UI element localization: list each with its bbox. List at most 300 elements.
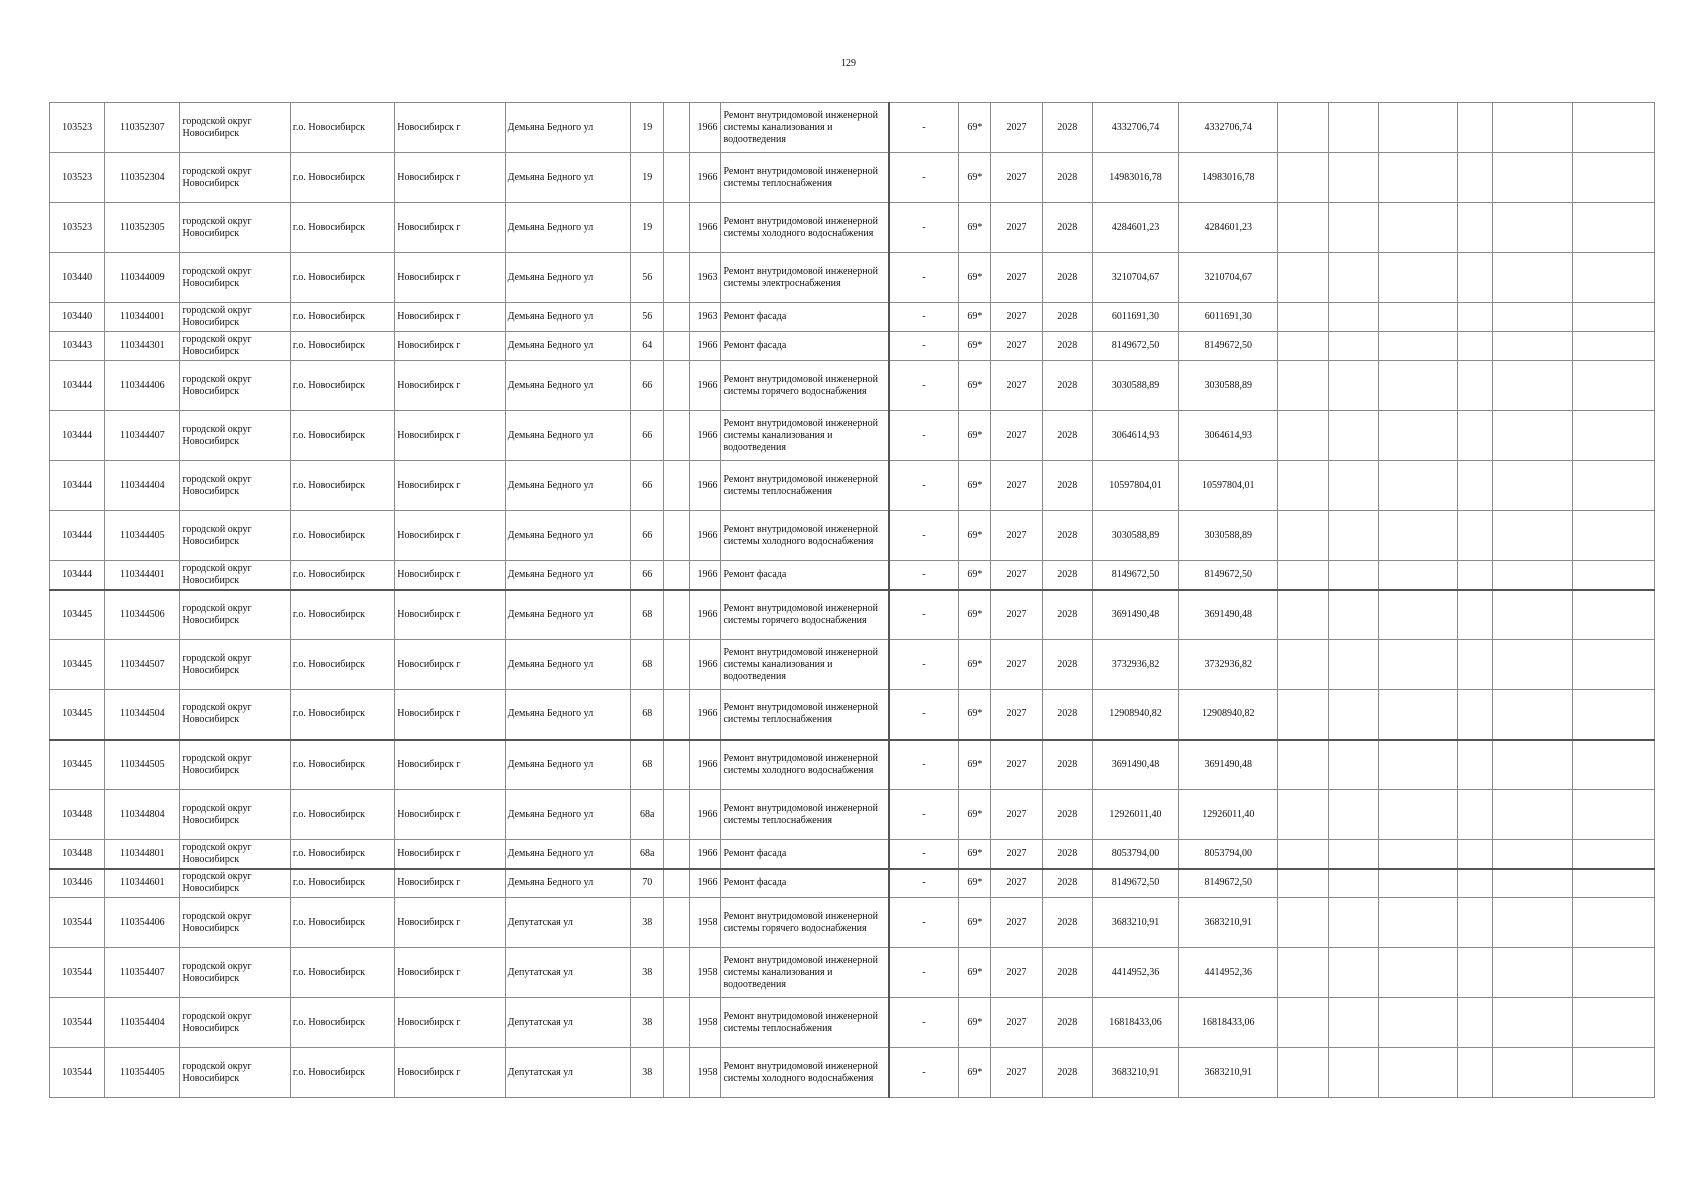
cell-empty (1572, 590, 1654, 640)
cell-empty (1378, 740, 1457, 790)
cell-empty (1493, 898, 1572, 948)
cell-street: Демьяна Бедного ул (505, 411, 630, 461)
cell-total: 12908940,82 (1179, 690, 1278, 740)
cell-municipality: городской округ Новосибирск (180, 153, 290, 203)
cell-city: Новосибирск г (395, 461, 505, 511)
cell-empty (1493, 640, 1572, 690)
cell-city: Новосибирск г (395, 898, 505, 948)
cell-empty (1572, 253, 1654, 303)
cell-start-year: 2027 (991, 511, 1042, 561)
cell-empty (1278, 690, 1328, 740)
cell-extra (664, 153, 690, 203)
cell-municipality: городской округ Новосибирск (180, 411, 290, 461)
cell-empty (1328, 361, 1378, 411)
cell-empty (1378, 690, 1457, 740)
cell-house: 19 (631, 103, 664, 153)
cell-work-code: 110344804 (105, 790, 180, 840)
cell-work-type: Ремонт внутридомовой инженерной системы холодного водоснабжения (721, 1048, 889, 1098)
cell-object-id: 103445 (50, 740, 105, 790)
cell-share: 69* (959, 332, 991, 361)
cell-dash: - (889, 411, 959, 461)
cell-cost: 3683210,91 (1092, 1048, 1178, 1098)
cell-year: 1966 (690, 332, 721, 361)
cell-empty (1328, 740, 1378, 790)
cell-work-code: 110344405 (105, 511, 180, 561)
table-row (50, 590, 1655, 640)
cell-settlement: г.о. Новосибирск (290, 361, 394, 411)
cell-empty (1378, 461, 1457, 511)
cell-extra (664, 361, 690, 411)
table-row (50, 740, 1655, 790)
cell-work-code: 110344507 (105, 640, 180, 690)
cell-share: 69* (959, 898, 991, 948)
cell-empty (1328, 1048, 1378, 1098)
cell-share: 69* (959, 253, 991, 303)
cell-dash: - (889, 948, 959, 998)
cell-work-code: 110344001 (105, 303, 180, 332)
cell-empty (1328, 561, 1378, 590)
cell-extra (664, 561, 690, 590)
cell-empty (1458, 740, 1493, 790)
cell-street: Демьяна Бедного ул (505, 303, 630, 332)
cell-object-id: 103523 (50, 103, 105, 153)
cell-work-type: Ремонт внутридомовой инженерной системы холодного водоснабжения (721, 740, 889, 790)
cell-total: 14983016,78 (1179, 153, 1278, 203)
cell-empty (1328, 103, 1378, 153)
table-row (50, 361, 1655, 411)
cell-settlement: г.о. Новосибирск (290, 411, 394, 461)
cell-share: 69* (959, 840, 991, 869)
cell-work-code: 110344801 (105, 840, 180, 869)
cell-share: 69* (959, 303, 991, 332)
cell-end-year: 2028 (1042, 869, 1092, 898)
cell-empty (1572, 690, 1654, 740)
cell-object-id: 103440 (50, 253, 105, 303)
cell-share: 69* (959, 561, 991, 590)
cell-start-year: 2027 (991, 898, 1042, 948)
cell-extra (664, 303, 690, 332)
cell-dash: - (889, 303, 959, 332)
cell-dash: - (889, 640, 959, 690)
cell-object-id: 103448 (50, 790, 105, 840)
cell-house: 68а (631, 840, 664, 869)
cell-work-code: 110344506 (105, 590, 180, 640)
cell-empty (1458, 332, 1493, 361)
table-row (50, 690, 1655, 740)
cell-city: Новосибирск г (395, 253, 505, 303)
cell-object-id: 103544 (50, 1048, 105, 1098)
cell-street: Демьяна Бедного ул (505, 561, 630, 590)
cell-empty (1458, 998, 1493, 1048)
cell-work-type: Ремонт внутридомовой инженерной системы теплоснабжения (721, 998, 889, 1048)
cell-cost: 3683210,91 (1092, 898, 1178, 948)
cell-street: Депутатская ул (505, 998, 630, 1048)
cell-municipality: городской округ Новосибирск (180, 332, 290, 361)
cell-house: 66 (631, 561, 664, 590)
cell-dash: - (889, 740, 959, 790)
cell-extra (664, 840, 690, 869)
cell-empty (1458, 898, 1493, 948)
cell-start-year: 2027 (991, 1048, 1042, 1098)
cell-year: 1966 (690, 203, 721, 253)
cell-end-year: 2028 (1042, 511, 1092, 561)
cell-work-code: 110344301 (105, 332, 180, 361)
cell-empty (1458, 869, 1493, 898)
cell-object-id: 103444 (50, 361, 105, 411)
cell-work-code: 110352304 (105, 153, 180, 203)
cell-settlement: г.о. Новосибирск (290, 1048, 394, 1098)
cell-share: 69* (959, 790, 991, 840)
cell-total: 3732936,82 (1179, 640, 1278, 690)
cell-empty (1493, 998, 1572, 1048)
cell-work-type: Ремонт фасада (721, 840, 889, 869)
cell-empty (1458, 1048, 1493, 1098)
cell-total: 4414952,36 (1179, 948, 1278, 998)
cell-empty (1278, 253, 1328, 303)
cell-empty (1458, 303, 1493, 332)
cell-share: 69* (959, 103, 991, 153)
cell-cost: 4284601,23 (1092, 203, 1178, 253)
cell-end-year: 2028 (1042, 253, 1092, 303)
cell-empty (1378, 303, 1457, 332)
cell-empty (1572, 1048, 1654, 1098)
cell-settlement: г.о. Новосибирск (290, 690, 394, 740)
cell-house: 68 (631, 590, 664, 640)
cell-settlement: г.о. Новосибирск (290, 332, 394, 361)
cell-house: 56 (631, 253, 664, 303)
cell-empty (1458, 203, 1493, 253)
cell-empty (1378, 998, 1457, 1048)
cell-empty (1458, 561, 1493, 590)
cell-house: 68 (631, 690, 664, 740)
cell-empty (1328, 869, 1378, 898)
cell-empty (1458, 253, 1493, 303)
cell-share: 69* (959, 203, 991, 253)
cell-work-type: Ремонт внутридомовой инженерной системы теплоснабжения (721, 461, 889, 511)
table-row (50, 898, 1655, 948)
cell-empty (1458, 790, 1493, 840)
cell-settlement: г.о. Новосибирск (290, 461, 394, 511)
cell-municipality: городской округ Новосибирск (180, 1048, 290, 1098)
cell-house: 68 (631, 640, 664, 690)
table-row (50, 203, 1655, 253)
cell-city: Новосибирск г (395, 361, 505, 411)
cell-settlement: г.о. Новосибирск (290, 203, 394, 253)
cell-cost: 14983016,78 (1092, 153, 1178, 203)
cell-settlement: г.о. Новосибирск (290, 948, 394, 998)
cell-street: Демьяна Бедного ул (505, 640, 630, 690)
cell-empty (1378, 840, 1457, 869)
cell-empty (1493, 740, 1572, 790)
cell-share: 69* (959, 411, 991, 461)
cell-dash: - (889, 561, 959, 590)
cell-cost: 3691490,48 (1092, 590, 1178, 640)
cell-settlement: г.о. Новосибирск (290, 561, 394, 590)
cell-empty (1572, 203, 1654, 253)
cell-end-year: 2028 (1042, 153, 1092, 203)
cell-empty (1278, 840, 1328, 869)
cell-work-type: Ремонт фасада (721, 561, 889, 590)
cell-dash: - (889, 1048, 959, 1098)
cell-city: Новосибирск г (395, 103, 505, 153)
cell-work-type: Ремонт внутридомовой инженерной системы теплоснабжения (721, 790, 889, 840)
cell-total: 3683210,91 (1179, 898, 1278, 948)
cell-year: 1966 (690, 869, 721, 898)
cell-street: Демьяна Бедного ул (505, 332, 630, 361)
cell-total: 3210704,67 (1179, 253, 1278, 303)
cell-end-year: 2028 (1042, 948, 1092, 998)
cell-work-type: Ремонт внутридомовой инженерной системы горячего водоснабжения (721, 898, 889, 948)
cell-work-type: Ремонт внутридомовой инженерной системы канализования и водоотведения (721, 948, 889, 998)
cell-work-type: Ремонт внутридомовой инженерной системы канализования и водоотведения (721, 411, 889, 461)
cell-dash: - (889, 153, 959, 203)
cell-house: 56 (631, 303, 664, 332)
cell-street: Депутатская ул (505, 948, 630, 998)
cell-empty (1278, 203, 1328, 253)
cell-empty (1493, 411, 1572, 461)
cell-cost: 4332706,74 (1092, 103, 1178, 153)
cell-total: 4332706,74 (1179, 103, 1278, 153)
cell-empty (1278, 948, 1328, 998)
cell-dash: - (889, 103, 959, 153)
cell-empty (1572, 361, 1654, 411)
cell-work-type: Ремонт внутридомовой инженерной системы канализования и водоотведения (721, 103, 889, 153)
cell-street: Демьяна Бедного ул (505, 253, 630, 303)
cell-total: 3691490,48 (1179, 590, 1278, 640)
cell-extra (664, 690, 690, 740)
cell-cost: 3691490,48 (1092, 740, 1178, 790)
cell-empty (1572, 153, 1654, 203)
cell-empty (1378, 361, 1457, 411)
cell-cost: 12908940,82 (1092, 690, 1178, 740)
cell-city: Новосибирск г (395, 411, 505, 461)
cell-street: Демьяна Бедного ул (505, 590, 630, 640)
cell-empty (1278, 511, 1328, 561)
cell-year: 1966 (690, 511, 721, 561)
cell-empty (1493, 869, 1572, 898)
cell-extra (664, 898, 690, 948)
cell-empty (1328, 303, 1378, 332)
cell-work-code: 110344009 (105, 253, 180, 303)
cell-city: Новосибирск г (395, 203, 505, 253)
cell-object-id: 103523 (50, 203, 105, 253)
cell-extra (664, 790, 690, 840)
cell-city: Новосибирск г (395, 948, 505, 998)
cell-empty (1328, 948, 1378, 998)
cell-municipality: городской округ Новосибирск (180, 203, 290, 253)
cell-extra (664, 998, 690, 1048)
cell-object-id: 103444 (50, 511, 105, 561)
cell-empty (1378, 153, 1457, 203)
cell-work-type: Ремонт внутридомовой инженерной системы горячего водоснабжения (721, 361, 889, 411)
cell-cost: 8053794,00 (1092, 840, 1178, 869)
cell-end-year: 2028 (1042, 561, 1092, 590)
cell-municipality: городской округ Новосибирск (180, 461, 290, 511)
cell-year: 1966 (690, 153, 721, 203)
capital-repair-table (49, 102, 1655, 1098)
cell-settlement: г.о. Новосибирск (290, 640, 394, 690)
cell-start-year: 2027 (991, 411, 1042, 461)
table-row (50, 561, 1655, 590)
cell-total: 8149672,50 (1179, 561, 1278, 590)
cell-empty (1378, 590, 1457, 640)
cell-end-year: 2028 (1042, 790, 1092, 840)
cell-object-id: 103443 (50, 332, 105, 361)
cell-municipality: городской округ Новосибирск (180, 303, 290, 332)
cell-municipality: городской округ Новосибирск (180, 253, 290, 303)
cell-empty (1378, 1048, 1457, 1098)
cell-house: 66 (631, 411, 664, 461)
cell-end-year: 2028 (1042, 740, 1092, 790)
cell-empty (1378, 869, 1457, 898)
cell-object-id: 103445 (50, 690, 105, 740)
cell-street: Демьяна Бедного ул (505, 461, 630, 511)
cell-work-type: Ремонт внутридомовой инженерной системы теплоснабжения (721, 153, 889, 203)
cell-municipality: городской округ Новосибирск (180, 740, 290, 790)
cell-empty (1278, 998, 1328, 1048)
cell-empty (1458, 640, 1493, 690)
cell-total: 3691490,48 (1179, 740, 1278, 790)
cell-municipality: городской округ Новосибирск (180, 590, 290, 640)
cell-cost: 12926011,40 (1092, 790, 1178, 840)
cell-empty (1458, 840, 1493, 869)
cell-extra (664, 869, 690, 898)
cell-empty (1328, 411, 1378, 461)
table-row (50, 461, 1655, 511)
cell-work-code: 110354404 (105, 998, 180, 1048)
cell-empty (1458, 153, 1493, 203)
cell-dash: - (889, 253, 959, 303)
cell-end-year: 2028 (1042, 898, 1092, 948)
cell-empty (1378, 411, 1457, 461)
cell-empty (1493, 590, 1572, 640)
cell-empty (1328, 153, 1378, 203)
cell-object-id: 103444 (50, 561, 105, 590)
cell-dash: - (889, 203, 959, 253)
cell-empty (1278, 640, 1328, 690)
cell-city: Новосибирск г (395, 590, 505, 640)
cell-year: 1958 (690, 898, 721, 948)
cell-year: 1966 (690, 590, 721, 640)
cell-empty (1458, 461, 1493, 511)
cell-extra (664, 948, 690, 998)
cell-total: 10597804,01 (1179, 461, 1278, 511)
cell-empty (1493, 690, 1572, 740)
cell-empty (1572, 898, 1654, 948)
cell-work-type: Ремонт внутридомовой инженерной системы холодного водоснабжения (721, 511, 889, 561)
cell-settlement: г.о. Новосибирск (290, 740, 394, 790)
cell-empty (1328, 640, 1378, 690)
cell-object-id: 103444 (50, 411, 105, 461)
cell-total: 8149672,50 (1179, 332, 1278, 361)
cell-work-code: 110344401 (105, 561, 180, 590)
cell-share: 69* (959, 361, 991, 411)
table-row (50, 153, 1655, 203)
cell-extra (664, 1048, 690, 1098)
cell-extra (664, 332, 690, 361)
cell-year: 1966 (690, 561, 721, 590)
cell-empty (1493, 461, 1572, 511)
cell-house: 64 (631, 332, 664, 361)
cell-extra (664, 103, 690, 153)
cell-empty (1278, 103, 1328, 153)
cell-end-year: 2028 (1042, 590, 1092, 640)
cell-empty (1328, 590, 1378, 640)
cell-cost: 3732936,82 (1092, 640, 1178, 690)
cell-share: 69* (959, 690, 991, 740)
cell-cost: 3030588,89 (1092, 361, 1178, 411)
cell-object-id: 103444 (50, 461, 105, 511)
cell-year: 1966 (690, 411, 721, 461)
cell-start-year: 2027 (991, 998, 1042, 1048)
cell-empty (1493, 303, 1572, 332)
cell-house: 38 (631, 1048, 664, 1098)
cell-empty (1378, 948, 1457, 998)
cell-start-year: 2027 (991, 740, 1042, 790)
cell-street: Демьяна Бедного ул (505, 869, 630, 898)
cell-total: 12926011,40 (1179, 790, 1278, 840)
cell-empty (1572, 869, 1654, 898)
cell-work-code: 110344406 (105, 361, 180, 411)
cell-year: 1963 (690, 253, 721, 303)
cell-end-year: 2028 (1042, 303, 1092, 332)
cell-share: 69* (959, 998, 991, 1048)
cell-house: 38 (631, 898, 664, 948)
cell-empty (1458, 411, 1493, 461)
cell-settlement: г.о. Новосибирск (290, 103, 394, 153)
cell-total: 8053794,00 (1179, 840, 1278, 869)
cell-city: Новосибирск г (395, 303, 505, 332)
cell-empty (1278, 361, 1328, 411)
cell-end-year: 2028 (1042, 361, 1092, 411)
cell-empty (1278, 1048, 1328, 1098)
cell-empty (1493, 203, 1572, 253)
cell-municipality: городской округ Новосибирск (180, 869, 290, 898)
cell-cost: 16818433,06 (1092, 998, 1178, 1048)
cell-extra (664, 511, 690, 561)
cell-dash: - (889, 332, 959, 361)
cell-street: Демьяна Бедного ул (505, 740, 630, 790)
cell-total: 4284601,23 (1179, 203, 1278, 253)
cell-object-id: 103544 (50, 898, 105, 948)
cell-empty (1328, 998, 1378, 1048)
cell-empty (1328, 840, 1378, 869)
cell-total: 16818433,06 (1179, 998, 1278, 1048)
cell-empty (1328, 898, 1378, 948)
table-body (50, 103, 1655, 1098)
cell-settlement: г.о. Новосибирск (290, 840, 394, 869)
cell-object-id: 103445 (50, 590, 105, 640)
cell-empty (1278, 153, 1328, 203)
cell-empty (1458, 361, 1493, 411)
cell-start-year: 2027 (991, 640, 1042, 690)
cell-dash: - (889, 998, 959, 1048)
cell-house: 68 (631, 740, 664, 790)
cell-start-year: 2027 (991, 253, 1042, 303)
cell-empty (1493, 332, 1572, 361)
cell-empty (1378, 511, 1457, 561)
cell-extra (664, 461, 690, 511)
cell-work-type: Ремонт внутридомовой инженерной системы электроснабжения (721, 253, 889, 303)
cell-empty (1378, 103, 1457, 153)
cell-start-year: 2027 (991, 690, 1042, 740)
cell-object-id: 103523 (50, 153, 105, 203)
cell-empty (1572, 461, 1654, 511)
cell-empty (1378, 898, 1457, 948)
cell-year: 1963 (690, 303, 721, 332)
cell-work-type: Ремонт внутридомовой инженерной системы теплоснабжения (721, 690, 889, 740)
cell-start-year: 2027 (991, 361, 1042, 411)
